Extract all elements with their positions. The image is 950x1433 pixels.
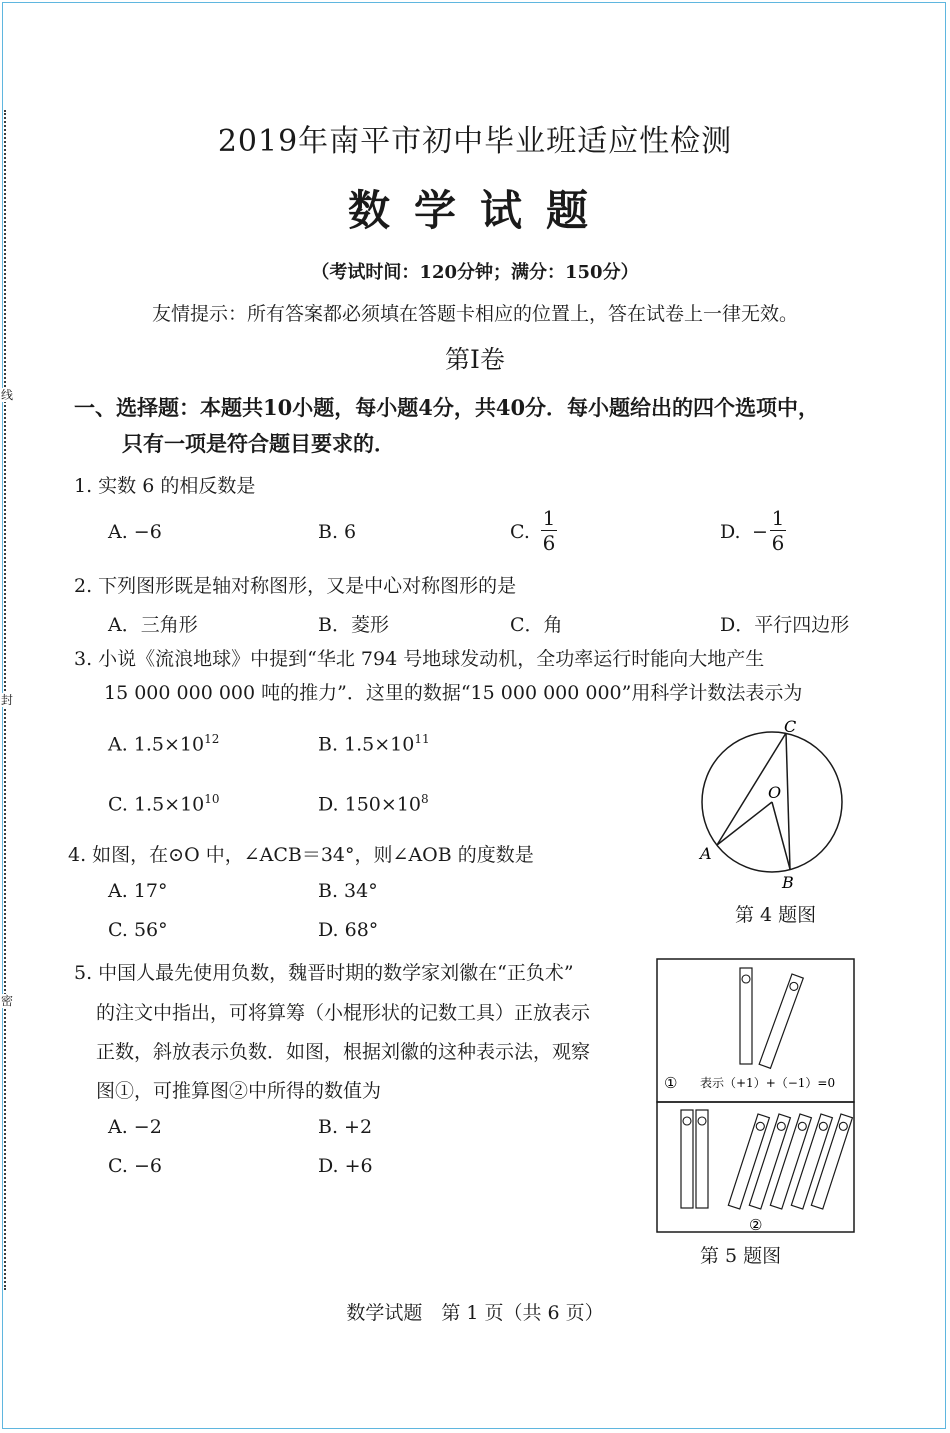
q5-fig1-slanted-rod xyxy=(759,974,803,1068)
q2-option-a: A．三角形 xyxy=(108,614,198,636)
q5-stem-line4: 图①，可推算图②中所得的数值为 xyxy=(96,1080,382,1102)
q1-option-a: A. −6 xyxy=(108,521,162,543)
q5-option-d: D. +6 xyxy=(318,1155,373,1177)
q3-stem-line2: 15 000 000 000 吨的推力”．这里的数据“15 000 000 000”用科学计数法表示为 xyxy=(104,682,803,704)
q4-figure-caption: 第 4 题图 xyxy=(735,904,817,926)
q4-option-b: B. 34° xyxy=(318,880,378,902)
q3-option-a xyxy=(108,732,219,755)
q5-fig2-upright-rod-1 xyxy=(681,1110,693,1208)
q5-fig1-text: 表示（+1）+（−1）=0 xyxy=(700,1076,836,1090)
q4-line-oa xyxy=(717,802,772,845)
q3-option-d xyxy=(318,792,429,815)
q3-b-base: B. 1.5×10 xyxy=(318,733,415,756)
q5-fig2-upright-rod-2 xyxy=(696,1110,708,1208)
q1-option-d-fraction xyxy=(770,506,786,555)
section-heading-line1: 一、选择题：本题共10小题，每小题4分，共40分．每小题给出的四个选项中， xyxy=(74,395,820,420)
q4-option-c: C. 56° xyxy=(108,919,168,941)
q4-option-d: D. 68° xyxy=(318,919,379,941)
q4-label-b: B xyxy=(782,873,794,892)
q2-option-d: D．平行四边形 xyxy=(720,614,850,636)
q1-c-denominator: 6 xyxy=(542,531,556,555)
page-footer: 数学试题 第 1 页（共 6 页） xyxy=(346,1302,604,1324)
q3-a-exponent: 12 xyxy=(204,732,220,746)
q5-fig2-number: ② xyxy=(749,1216,763,1234)
exam-title: 2019年南平市初中毕业班适应性检测 xyxy=(217,124,733,159)
exam-tip: 友情提示：所有答案都必须填在答题卡相应的位置上，答在试卷上一律无效。 xyxy=(151,303,798,325)
q3-d-base: D. 150×10 xyxy=(318,793,421,816)
q3-c-base: C. 1.5×10 xyxy=(108,793,205,816)
q4-line-ob xyxy=(772,802,790,869)
q5-stem-line3: 正数，斜放表示负数．如图，根据刘徽的这种表示法，观察 xyxy=(96,1041,591,1063)
subject-title: 数学试题 xyxy=(347,186,612,235)
q3-stem-line1: 3. 小说《流浪地球》中提到“华北 794 号地球发动机，全功率运行时能向大地产生 xyxy=(74,648,765,670)
q2-option-c: C．角 xyxy=(510,614,563,636)
q4-label-c: C xyxy=(784,717,797,736)
q1-option-d-sign: − xyxy=(752,521,768,543)
q4-stem: 4. 如图，在⊙O 中，∠ACB＝34°，则∠AOB 的度数是 xyxy=(68,844,534,866)
q3-d-exponent: 8 xyxy=(421,792,429,806)
q5-fig1-number: ① xyxy=(664,1074,678,1092)
q3-a-base: A. 1.5×10 xyxy=(108,733,205,756)
q2-stem: 2. 下列图形既是轴对称图形，又是中心对称图形的是 xyxy=(74,575,517,597)
q1-option-c-label: C. xyxy=(510,521,530,543)
q4-label-o: O xyxy=(768,783,782,802)
q5-option-b: B. +2 xyxy=(318,1116,373,1138)
q1-c-numerator: 1 xyxy=(542,506,556,530)
q4-circle-figure xyxy=(690,715,860,895)
q1-stem: 1. 实数 6 的相反数是 xyxy=(74,475,256,497)
binding-char-xian: 线 xyxy=(0,388,13,402)
q2-option-b: B．菱形 xyxy=(318,614,389,636)
q4-line-cb xyxy=(786,733,790,869)
q5-option-c: C. −6 xyxy=(108,1155,162,1177)
exam-info: （考试时间：120分钟；满分：150分） xyxy=(311,262,639,283)
q3-b-exponent: 11 xyxy=(414,732,430,746)
q5-counting-rods-figure xyxy=(654,956,858,1236)
q1-option-b: B. 6 xyxy=(318,521,357,543)
q5-figure-caption: 第 5 题图 xyxy=(700,1245,782,1267)
q1-d-numerator: 1 xyxy=(771,506,785,530)
volume-heading: 第Ⅰ卷 xyxy=(445,345,505,374)
q5-stem-line2: 的注文中指出，可将算筹（小棍形状的记数工具）正放表示 xyxy=(96,1002,591,1024)
binding-char-feng: 封 xyxy=(0,693,13,707)
q1-option-d-label: D. xyxy=(720,521,741,543)
section-heading-line2: 只有一项是符合题目要求的． xyxy=(122,431,395,456)
q4-option-a: A. 17° xyxy=(108,880,168,902)
q1-d-denominator: 6 xyxy=(771,531,785,555)
q1-option-c-fraction xyxy=(541,506,557,555)
q3-c-exponent: 10 xyxy=(204,792,220,806)
q3-option-b xyxy=(318,732,430,755)
q5-stem-line1: 5. 中国人最先使用负数，魏晋时期的数学家刘徽在“正负术” xyxy=(74,962,574,984)
q3-option-c xyxy=(108,792,220,815)
q4-label-a: A xyxy=(700,844,712,863)
binding-char-mi: 密 xyxy=(0,994,13,1008)
q5-fig1-upright-rod xyxy=(740,968,752,1064)
q5-option-a: A. −2 xyxy=(108,1116,162,1138)
